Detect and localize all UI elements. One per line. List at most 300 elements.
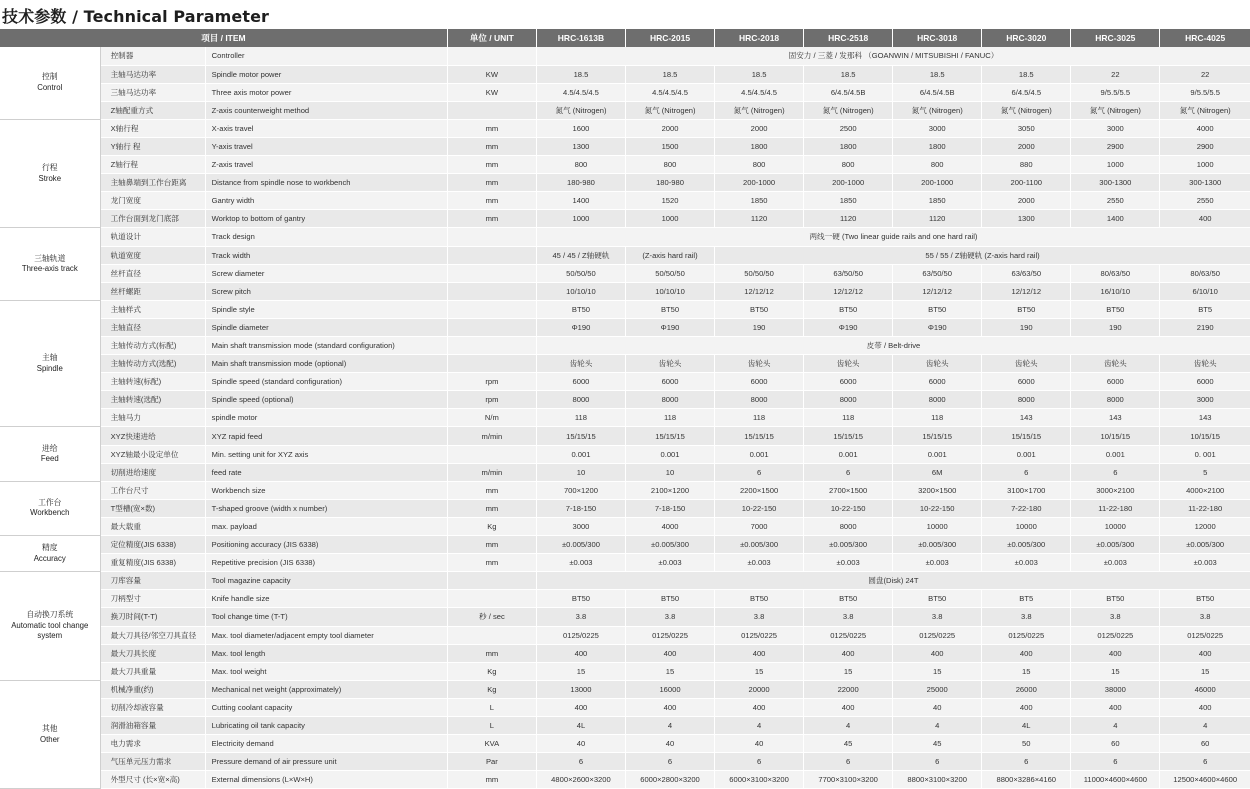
spec-value: 400 — [536, 644, 625, 662]
item-name-en: Three axis motor power — [205, 83, 447, 101]
table-row — [0, 355, 1250, 373]
section-category-en: Workbench — [30, 508, 70, 518]
table-row — [0, 662, 1250, 680]
spec-value: Φ190 — [804, 318, 893, 336]
spec-value: BT50 — [715, 590, 804, 608]
section-category-en: Three-axis track — [21, 264, 78, 274]
item-unit — [447, 101, 536, 119]
spec-value: 齿轮头 — [536, 355, 625, 373]
spec-value: 10000 — [893, 517, 982, 535]
table-row — [0, 101, 1250, 119]
spec-value: 7000 — [715, 517, 804, 535]
spec-value: 6000×3100×3200 — [715, 771, 804, 789]
spec-value: 800 — [804, 156, 893, 174]
spec-value: 8000 — [982, 391, 1071, 409]
spec-value: 0125/0225 — [1071, 626, 1160, 644]
spec-value: 齿轮头 — [1071, 355, 1160, 373]
spec-value: 12500×4600×4600 — [1160, 771, 1250, 789]
section-category-cn: 自动换刀系统 — [26, 610, 74, 620]
item-unit — [447, 626, 536, 644]
spec-value: 190 — [715, 318, 804, 336]
table-row — [0, 517, 1250, 535]
spec-value: 8800×3286×4160 — [982, 771, 1071, 789]
spec-value: 200-1100 — [982, 174, 1071, 192]
spec-value: 880 — [982, 156, 1071, 174]
section-category-cn: 工作台 — [38, 497, 62, 507]
spec-value: 6000 — [804, 373, 893, 391]
spec-value: 2550 — [1071, 192, 1160, 210]
table-row — [0, 119, 1250, 137]
item-name-cn: 主轴样式 — [100, 300, 205, 318]
spec-value: 400 — [893, 644, 982, 662]
item-name-en: Workbench size — [205, 481, 447, 499]
item-unit — [447, 47, 536, 65]
spec-value: 氮气 (Nitrogen) — [1160, 101, 1250, 119]
item-name-en: Spindle style — [205, 300, 447, 318]
item-unit — [447, 300, 536, 318]
section-category-en: Spindle — [36, 363, 63, 373]
spec-value: 20000 — [715, 680, 804, 698]
spec-value: 4 — [1160, 716, 1250, 734]
spec-value: 10/10/10 — [536, 282, 625, 300]
item-unit: KW — [447, 65, 536, 83]
spec-value: 氮气 (Nitrogen) — [982, 101, 1071, 119]
spec-value: 3000 — [1071, 119, 1160, 137]
item-unit: mm — [447, 174, 536, 192]
spec-value: 118 — [804, 409, 893, 427]
item-unit: KVA — [447, 735, 536, 753]
spec-value: 氮气 (Nitrogen) — [804, 101, 893, 119]
spec-value: 齿轮头 — [1160, 355, 1250, 373]
item-unit — [447, 318, 536, 336]
spec-value: 6/10/10 — [1160, 282, 1250, 300]
item-name-cn: 定位精度(JIS 6338) — [100, 536, 205, 554]
item-name-cn: 主轴转速(标配) — [100, 373, 205, 391]
spec-value: 15 — [715, 662, 804, 680]
section-category-en: Stroke — [38, 173, 62, 183]
spec-value: 6 — [715, 753, 804, 771]
spec-value: 18.5 — [536, 65, 625, 83]
spec-value-shared: 两线一硬 (Two linear guide rails and one hard rail) — [536, 228, 1250, 246]
spec-value: 2200×1500 — [715, 481, 804, 499]
spec-value: 40 — [536, 735, 625, 753]
header-model: HRC-3020 — [982, 29, 1071, 47]
table-row — [0, 572, 1250, 590]
spec-value: 118 — [625, 409, 714, 427]
spec-value: 7700×3100×3200 — [804, 771, 893, 789]
spec-value: 3.8 — [625, 608, 714, 626]
section-category-cn: 控制 — [41, 72, 58, 82]
item-name-en: X-axis travel — [205, 119, 447, 137]
spec-value: 11-22-180 — [1071, 499, 1160, 517]
spec-value: 4 — [715, 716, 804, 734]
spec-value-shared: 固安力 / 三菱 / 发那科 （GOANWIN / MITSUBISHI / FANUC） — [536, 47, 1250, 65]
item-name-cn: 最大刀具长度 — [100, 644, 205, 662]
spec-value: 10 — [536, 463, 625, 481]
item-unit: Par — [447, 753, 536, 771]
table-row — [0, 554, 1250, 572]
spec-value: 11-22-180 — [1160, 499, 1250, 517]
item-unit: mm — [447, 119, 536, 137]
spec-value: 10000 — [982, 517, 1071, 535]
spec-value: 18.5 — [982, 65, 1071, 83]
item-name-en: Main shaft transmission mode (optional) — [205, 355, 447, 373]
spec-value: 6000 — [1071, 373, 1160, 391]
item-name-cn: 工作台面到龙门底部 — [100, 210, 205, 228]
table-row — [0, 735, 1250, 753]
spec-value: 0125/0225 — [804, 626, 893, 644]
spec-value: 180-980 — [625, 174, 714, 192]
spec-value: 15/15/15 — [893, 427, 982, 445]
header-model: HRC-4025 — [1160, 29, 1250, 47]
spec-value: 26000 — [982, 680, 1071, 698]
spec-value: 400 — [804, 644, 893, 662]
spec-value: 1850 — [715, 192, 804, 210]
spec-value: 400 — [1071, 698, 1160, 716]
spec-value: BT50 — [1071, 590, 1160, 608]
spec-value: ±0.005/300 — [1160, 536, 1250, 554]
table-row — [0, 228, 1250, 246]
section-category — [0, 481, 100, 535]
spec-value: 400 — [1160, 698, 1250, 716]
item-name-en: Max. tool length — [205, 644, 447, 662]
item-name-en: XYZ rapid feed — [205, 427, 447, 445]
spec-value: 50 — [982, 735, 1071, 753]
header-item: 项目 / ITEM — [0, 29, 447, 47]
spec-value: 118 — [715, 409, 804, 427]
spec-value: BT50 — [536, 300, 625, 318]
spec-value: 0.001 — [1071, 445, 1160, 463]
item-unit: m/min — [447, 463, 536, 481]
header-model: HRC-3025 — [1071, 29, 1160, 47]
spec-value: BT50 — [1160, 590, 1250, 608]
spec-value: 3100×1700 — [982, 481, 1071, 499]
item-unit: mm — [447, 554, 536, 572]
spec-value: 15 — [893, 662, 982, 680]
spec-value: 4 — [625, 716, 714, 734]
spec-value: 11000×4600×4600 — [1071, 771, 1160, 789]
item-name-en: Pressure demand of air pressure unit — [205, 753, 447, 771]
spec-value: 4 — [804, 716, 893, 734]
spec-value: 0125/0225 — [893, 626, 982, 644]
spec-value: 4 — [1071, 716, 1160, 734]
item-unit: L — [447, 716, 536, 734]
spec-value: 8800×3100×3200 — [893, 771, 982, 789]
section-category-en: Control — [37, 82, 63, 92]
item-name-cn: 控制器 — [100, 47, 205, 65]
spec-value: 齿轮头 — [625, 355, 714, 373]
spec-value: 16/10/10 — [1071, 282, 1160, 300]
spec-value: 300-1300 — [1160, 174, 1250, 192]
item-unit: L — [447, 698, 536, 716]
spec-value: BT5 — [1160, 300, 1250, 318]
table-row — [0, 156, 1250, 174]
spec-value: BT50 — [715, 300, 804, 318]
spec-value: 2000 — [982, 192, 1071, 210]
item-name-en: Spindle speed (optional) — [205, 391, 447, 409]
item-unit: mm — [447, 481, 536, 499]
spec-value: BT50 — [625, 590, 714, 608]
item-name-cn: 最大刀具径/邻空刀具直径 — [100, 626, 205, 644]
spec-value: 200-1000 — [804, 174, 893, 192]
spec-value: 46000 — [1160, 680, 1250, 698]
spec-value: 800 — [625, 156, 714, 174]
spec-value: 15 — [982, 662, 1071, 680]
spec-value: ±0.003 — [715, 554, 804, 572]
spec-value-shared: 圆盘(Disk) 24T — [536, 572, 1250, 590]
spec-value: 400 — [625, 698, 714, 716]
spec-value: 12000 — [1160, 517, 1250, 535]
item-name-en: Knife handle size — [205, 590, 447, 608]
spec-value: 15 — [1071, 662, 1160, 680]
spec-value: ±0.003 — [1071, 554, 1160, 572]
spec-value: 8000 — [1071, 391, 1160, 409]
spec-value: ±0.005/300 — [982, 536, 1071, 554]
spec-value: 45 / 45 / Z轴硬轨 — [536, 246, 625, 264]
item-unit: mm — [447, 771, 536, 789]
spec-value: ±0.003 — [625, 554, 714, 572]
item-name-cn: T型槽(宽×数) — [100, 499, 205, 517]
spec-value: 2100×1200 — [625, 481, 714, 499]
spec-value: 400 — [982, 698, 1071, 716]
item-name-cn: Z轴行程 — [100, 156, 205, 174]
spec-value: 190 — [982, 318, 1071, 336]
item-name-cn: 龙门宽度 — [100, 192, 205, 210]
spec-value: 400 — [715, 644, 804, 662]
spec-value: ±0.005/300 — [804, 536, 893, 554]
spec-value: 15/15/15 — [804, 427, 893, 445]
spec-value: 3000 — [536, 517, 625, 535]
spec-value: 0125/0225 — [625, 626, 714, 644]
spec-value: 0.001 — [804, 445, 893, 463]
spec-value: ±0.005/300 — [715, 536, 804, 554]
table-row — [0, 536, 1250, 554]
item-name-en: Spindle speed (standard configuration) — [205, 373, 447, 391]
table-body — [0, 47, 1250, 789]
item-unit — [447, 355, 536, 373]
table-row — [0, 590, 1250, 608]
section-category — [0, 427, 100, 481]
spec-value: 15/15/15 — [982, 427, 1071, 445]
spec-value: 9/5.5/5.5 — [1071, 83, 1160, 101]
table-row — [0, 771, 1250, 789]
spec-value: 6 — [1160, 753, 1250, 771]
table-row — [0, 427, 1250, 445]
spec-value: 10-22-150 — [715, 499, 804, 517]
spec-value: 0.001 — [715, 445, 804, 463]
spec-value: 45 — [804, 735, 893, 753]
spec-value: 1850 — [804, 192, 893, 210]
section-category — [0, 536, 100, 572]
spec-value: 143 — [1160, 409, 1250, 427]
item-name-cn: 最大刀具重量 — [100, 662, 205, 680]
spec-value: 6/4.5/4.5 — [982, 83, 1071, 101]
item-name-cn: 丝杆直径 — [100, 264, 205, 282]
spec-value: 25000 — [893, 680, 982, 698]
spec-value: 1120 — [715, 210, 804, 228]
spec-value: 3000 — [893, 119, 982, 137]
spec-value: 1120 — [893, 210, 982, 228]
item-unit: rpm — [447, 391, 536, 409]
section-category-en: Feed — [40, 454, 59, 464]
item-unit — [447, 590, 536, 608]
spec-value: 0.001 — [536, 445, 625, 463]
item-name-cn: 外型尺寸 (长×宽×高) — [100, 771, 205, 789]
spec-value: 3.8 — [982, 608, 1071, 626]
spec-value: BT50 — [625, 300, 714, 318]
spec-value: 10/15/15 — [1160, 427, 1250, 445]
table-row — [0, 481, 1250, 499]
item-name-cn: XYZ快速进给 — [100, 427, 205, 445]
spec-value: 80/63/50 — [1160, 264, 1250, 282]
item-unit: mm — [447, 210, 536, 228]
spec-value: 4.5/4.5/4.5 — [625, 83, 714, 101]
spec-value: 50/50/50 — [715, 264, 804, 282]
item-name-en: Screw diameter — [205, 264, 447, 282]
spec-value: 1850 — [893, 192, 982, 210]
item-name-en: Track width — [205, 246, 447, 264]
section-category — [0, 680, 100, 789]
spec-value: 38000 — [1071, 680, 1160, 698]
spec-value: 400 — [536, 698, 625, 716]
spec-value: BT50 — [893, 300, 982, 318]
spec-value: 400 — [625, 644, 714, 662]
spec-value: 9/5.5/5.5 — [1160, 83, 1250, 101]
table-row — [0, 608, 1250, 626]
item-name-cn: 切削进给速度 — [100, 463, 205, 481]
spec-value: 400 — [982, 644, 1071, 662]
spec-value: 氮气 (Nitrogen) — [536, 101, 625, 119]
item-name-cn: Y轴行 程 — [100, 137, 205, 155]
spec-value: 6 — [982, 463, 1071, 481]
item-name-en: Repetitive precision (JIS 6338) — [205, 554, 447, 572]
spec-value: 6 — [804, 463, 893, 481]
spec-value: 6000 — [982, 373, 1071, 391]
spec-value: 3.8 — [715, 608, 804, 626]
spec-value: 50/50/50 — [625, 264, 714, 282]
spec-value: 45 — [893, 735, 982, 753]
item-unit — [447, 572, 536, 590]
item-name-cn: 刀库容量 — [100, 572, 205, 590]
section-category-cn: 精度 — [41, 543, 58, 553]
spec-value: 700×1200 — [536, 481, 625, 499]
section-category-en: Other — [40, 734, 60, 744]
item-name-en: spindle motor — [205, 409, 447, 427]
table-row — [0, 264, 1250, 282]
spec-value: 齿轮头 — [715, 355, 804, 373]
table-row — [0, 300, 1250, 318]
spec-value: ±0.003 — [893, 554, 982, 572]
item-name-en: max. payload — [205, 517, 447, 535]
spec-value-shared: 皮带 / Belt-drive — [536, 337, 1250, 355]
spec-value: 18.5 — [715, 65, 804, 83]
header-model: HRC-1613B — [536, 29, 625, 47]
item-name-cn: 主轴传动方式(标配) — [100, 337, 205, 355]
page-title: 技术参数 / Technical Parameter — [2, 7, 270, 26]
section-category-cn: 主轴 — [41, 353, 58, 363]
item-name-en: feed rate — [205, 463, 447, 481]
spec-value: 齿轮头 — [804, 355, 893, 373]
item-name-cn: 机械净重(约) — [100, 680, 205, 698]
spec-value: 60 — [1071, 735, 1160, 753]
item-name-cn: 主轴鼻端到工作台距离 — [100, 174, 205, 192]
spec-value: 40 — [715, 735, 804, 753]
spec-value: 15 — [1160, 662, 1250, 680]
item-name-en: Max. tool diameter/adjacent empty tool diameter — [205, 626, 447, 644]
item-unit: Kg — [447, 680, 536, 698]
item-unit — [447, 282, 536, 300]
item-unit: mm — [447, 499, 536, 517]
spec-value: 4.5/4.5/4.5 — [536, 83, 625, 101]
item-name-cn: 工作台尺寸 — [100, 481, 205, 499]
table-header-row — [0, 29, 1250, 47]
spec-value: 12/12/12 — [893, 282, 982, 300]
spec-value: 1400 — [1071, 210, 1160, 228]
item-name-en: Tool change time (T-T) — [205, 608, 447, 626]
spec-value: 2000 — [715, 119, 804, 137]
spec-value: 0125/0225 — [715, 626, 804, 644]
item-unit — [447, 445, 536, 463]
spec-value: 118 — [536, 409, 625, 427]
spec-value: 0.001 — [893, 445, 982, 463]
item-unit: m/min — [447, 427, 536, 445]
spec-value: 6 — [715, 463, 804, 481]
spec-value: ±0.003 — [804, 554, 893, 572]
spec-value: 80/63/50 — [1071, 264, 1160, 282]
spec-value: 22000 — [804, 680, 893, 698]
spec-value: 0125/0225 — [536, 626, 625, 644]
spec-value: 7-18-150 — [536, 499, 625, 517]
section-category — [0, 572, 100, 681]
item-name-en: Controller — [205, 47, 447, 65]
spec-value: 6 — [625, 753, 714, 771]
spec-value: 氮气 (Nitrogen) — [1071, 101, 1160, 119]
spec-value: 1300 — [536, 137, 625, 155]
spec-value: 1800 — [893, 137, 982, 155]
spec-value: 63/63/50 — [982, 264, 1071, 282]
spec-value: 氮气 (Nitrogen) — [625, 101, 714, 119]
spec-value: 1120 — [804, 210, 893, 228]
spec-value: 6/4.5/4.5B — [893, 83, 982, 101]
item-name-en: Screw pitch — [205, 282, 447, 300]
spec-value: 118 — [893, 409, 982, 427]
item-name-en: Spindle motor power — [205, 65, 447, 83]
section-category — [0, 47, 100, 119]
spec-value: 2000 — [625, 119, 714, 137]
spec-value: 6000 — [536, 373, 625, 391]
item-unit: mm — [447, 192, 536, 210]
spec-value: 6 — [536, 753, 625, 771]
section-category-en: Automatic tool change system — [11, 620, 89, 641]
item-unit — [447, 246, 536, 264]
item-name-en: Worktop to bottom of gantry — [205, 210, 447, 228]
item-unit — [447, 337, 536, 355]
spec-value: 4800×2600×3200 — [536, 771, 625, 789]
spec-value: 4L — [982, 716, 1071, 734]
table-row — [0, 644, 1250, 662]
header-model: HRC-2518 — [804, 29, 893, 47]
item-unit: Kg — [447, 662, 536, 680]
spec-value: 8000 — [715, 391, 804, 409]
spec-value: 2900 — [1160, 137, 1250, 155]
item-name-en: Electricity demand — [205, 735, 447, 753]
spec-value: 400 — [1160, 644, 1250, 662]
spec-value: ±0.003 — [536, 554, 625, 572]
spec-value: 800 — [536, 156, 625, 174]
spec-value: 齿轮头 — [893, 355, 982, 373]
spec-value: 12/12/12 — [715, 282, 804, 300]
item-name-en: Max. tool weight — [205, 662, 447, 680]
